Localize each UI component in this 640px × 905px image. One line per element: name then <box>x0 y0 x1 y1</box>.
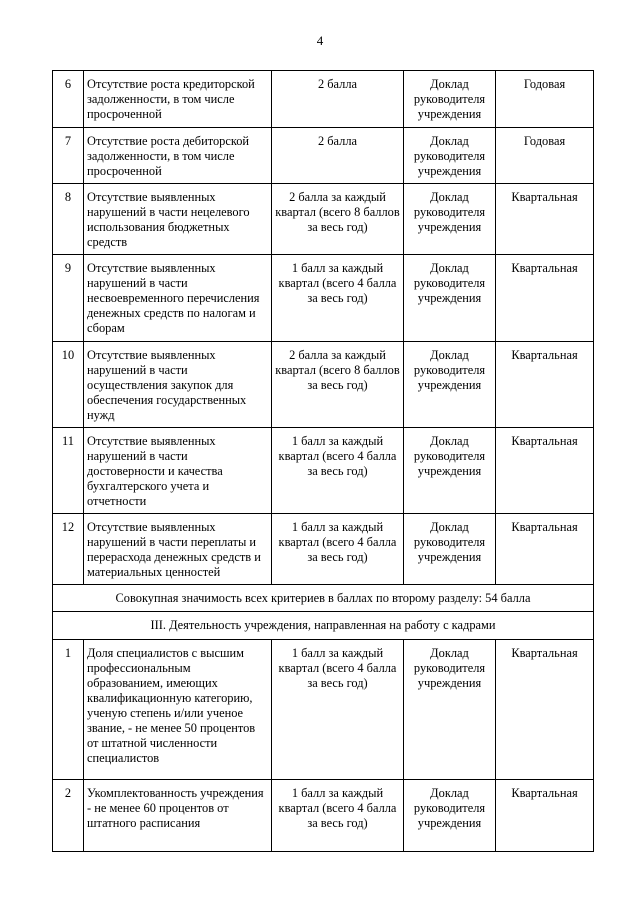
table-row <box>53 428 594 514</box>
source-text: Доклад руководителя учреждения <box>404 428 496 514</box>
period-text: Квартальная <box>496 428 594 514</box>
table-row <box>53 184 594 255</box>
score-text: 1 балл за каждый квартал (всего 4 балла за весь год) <box>272 514 404 585</box>
row-number: 1 <box>53 640 84 780</box>
score-text: 1 балл за каждый квартал (всего 4 балла за весь год) <box>272 428 404 514</box>
source-text: Доклад руководителя учреждения <box>404 255 496 342</box>
score-text: 2 балла <box>272 71 404 128</box>
row-number: 11 <box>53 428 84 514</box>
criterion-text: Доля специалистов с высшим профессиональным образованием, имеющих квалификационную категорию, ученую степень и/или ученое звание, - не менее 50 процентов от штатной численности специалистов <box>84 640 272 780</box>
score-text: 2 балла <box>272 128 404 184</box>
source-text: Доклад руководителя учреждения <box>404 71 496 128</box>
table-row <box>53 640 594 780</box>
criteria-table <box>52 70 594 852</box>
row-number: 7 <box>53 128 84 184</box>
period-text: Годовая <box>496 71 594 128</box>
criterion-text: Отсутствие роста кредиторской задолженности, в том числе просроченной <box>84 71 272 128</box>
score-text: 1 балл за каждый квартал (всего 4 балла за весь год) <box>272 780 404 852</box>
criterion-text: Укомплектованность учреждения - не менее 60 процентов от штатного расписания <box>84 780 272 852</box>
score-text: 1 балл за каждый квартал (всего 4 балла за весь год) <box>272 640 404 780</box>
table-row <box>53 128 594 184</box>
table-row <box>53 780 594 852</box>
row-number: 12 <box>53 514 84 585</box>
period-text: Квартальная <box>496 640 594 780</box>
source-text: Доклад руководителя учреждения <box>404 514 496 585</box>
section-heading-row <box>53 612 594 640</box>
table-row <box>53 255 594 342</box>
criterion-text: Отсутствие роста дебиторской задолженности, в том числе просроченной <box>84 128 272 184</box>
summary-row <box>53 585 594 612</box>
score-text: 2 балла за каждый квартал (всего 8 баллов за весь год) <box>272 184 404 255</box>
page-number: 4 <box>316 33 324 48</box>
period-text: Квартальная <box>496 255 594 342</box>
period-text: Квартальная <box>496 342 594 428</box>
criterion-text: Отсутствие выявленных нарушений в части несвоевременного перечисления денежных средств по налогам и сборам <box>84 255 272 342</box>
row-number: 10 <box>53 342 84 428</box>
period-text: Квартальная <box>496 184 594 255</box>
section-heading: III. Деятельность учреждения, направленная на работу с кадрами <box>53 612 594 640</box>
source-text: Доклад руководителя учреждения <box>404 128 496 184</box>
criterion-text: Отсутствие выявленных нарушений в части осуществления закупок для обеспечения государственных нужд <box>84 342 272 428</box>
score-text: 1 балл за каждый квартал (всего 4 балла за весь год) <box>272 255 404 342</box>
score-text: 2 балла за каждый квартал (всего 8 баллов за весь год) <box>272 342 404 428</box>
period-text: Квартальная <box>496 780 594 852</box>
source-text: Доклад руководителя учреждения <box>404 640 496 780</box>
row-number: 9 <box>53 255 84 342</box>
criterion-text: Отсутствие выявленных нарушений в части нецелевого использования бюджетных средств <box>84 184 272 255</box>
summary-text: Совокупная значимость всех критериев в баллах по второму разделу: 54 балла <box>53 585 594 612</box>
row-number: 6 <box>53 71 84 128</box>
period-text: Квартальная <box>496 514 594 585</box>
source-text: Доклад руководителя учреждения <box>404 780 496 852</box>
criterion-text: Отсутствие выявленных нарушений в части достоверности и качества бухгалтерского учета и отчетности <box>84 428 272 514</box>
row-number: 2 <box>53 780 84 852</box>
table-row <box>53 514 594 585</box>
period-text: Годовая <box>496 128 594 184</box>
table-row <box>53 342 594 428</box>
row-number: 8 <box>53 184 84 255</box>
table-row <box>53 71 594 128</box>
source-text: Доклад руководителя учреждения <box>404 184 496 255</box>
source-text: Доклад руководителя учреждения <box>404 342 496 428</box>
criterion-text: Отсутствие выявленных нарушений в части переплаты и перерасхода денежных средств и материальных ценностей <box>84 514 272 585</box>
